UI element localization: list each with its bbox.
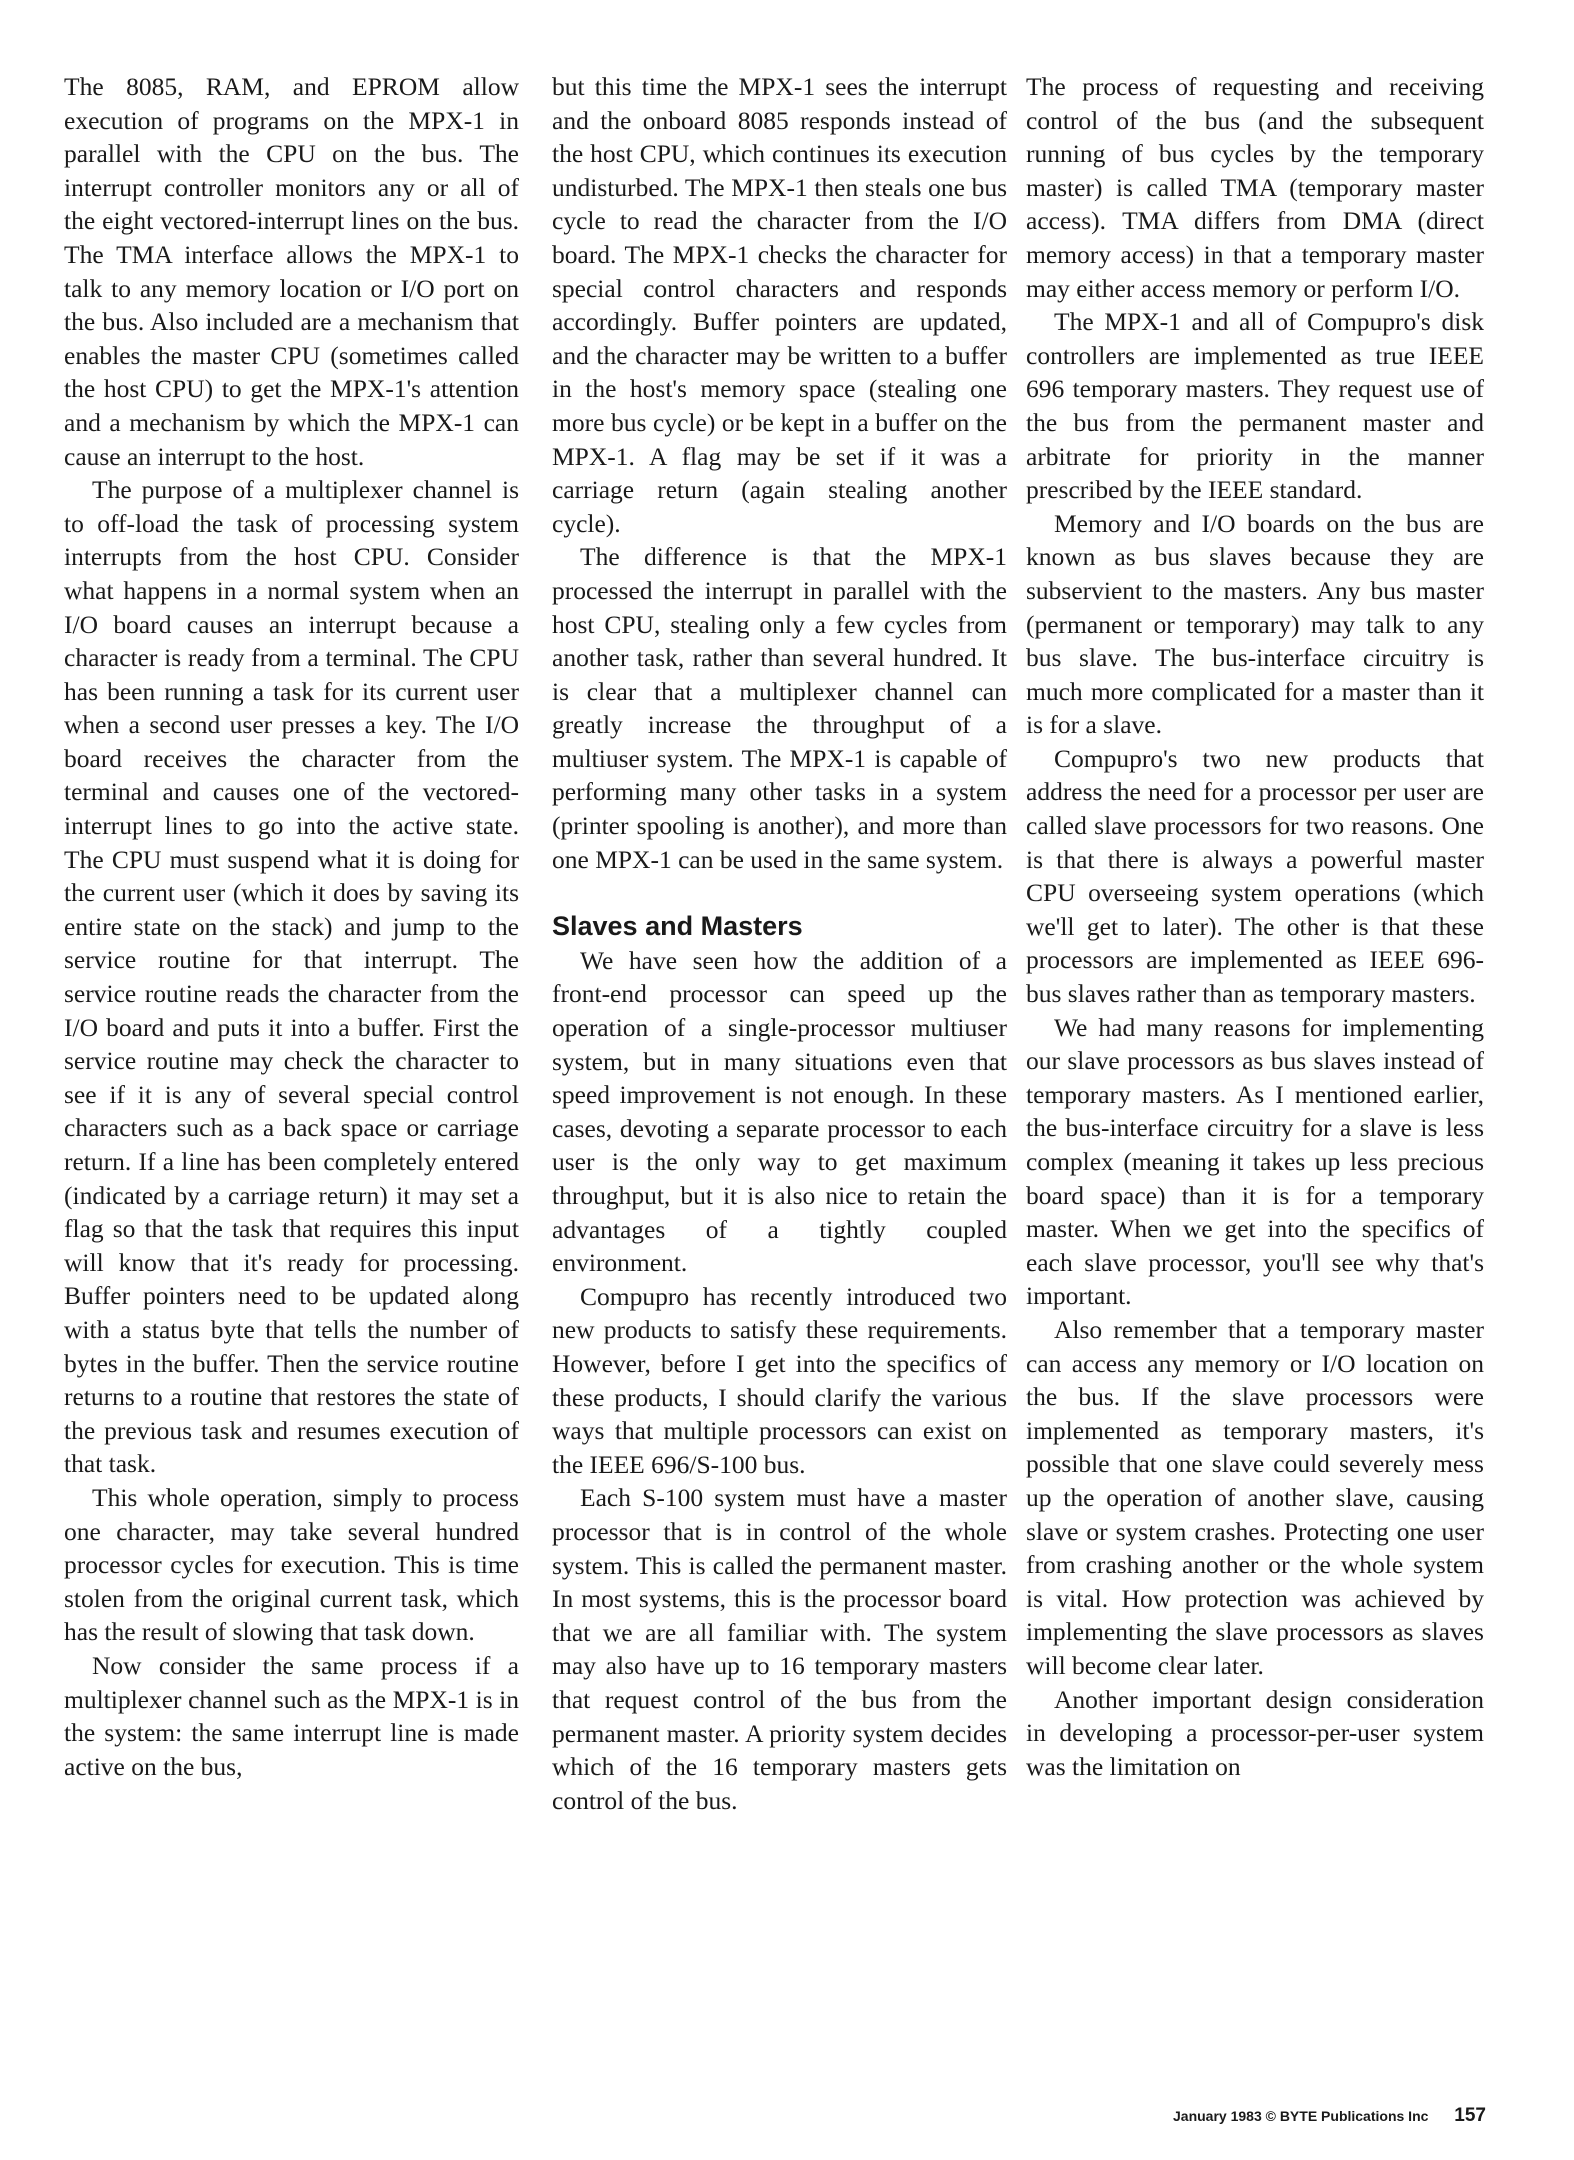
paragraph: The 8085, RAM, and EPROM allow execution of programs on the MPX-1 in parallel with the CPU on the bus. The interrupt controller monitors any or all of the eight vectored-interrupt lines on the bus. The TMA interface allows the MPX-1 to talk to any memory location or I/O port on the bus. Also included are a mechanism that enables the master CPU (sometimes called the host CPU) to get the MPX-1's attention and a mechanism by which the MPX-1 can cause an interrupt to the host.	[64, 72, 519, 471]
paragraph: Each S-100 system must have a master processor that is in control of the whole system. This is called the permanent master. In most systems, this is the processor board that we are all familiar with. The system may also have up to 16 temporary masters that request control of the bus from the permanent master. A priority system decides which of the 16 temporary masters gets control of the bus.	[552, 1483, 1007, 1815]
paragraph: The MPX-1 and all of Compupro's disk controllers are implemented as true IEEE 696 temporary masters. They request use of the bus from the permanent master and arbitrate for priority in the manner prescribed by the IEEE standard.	[1026, 307, 1484, 505]
text-column-3	[1026, 70, 1484, 1783]
paragraph: The process of requesting and receiving control of the bus (and the subsequent running of bus cycles by the temporary master) is called TMA (temporary master access). TMA differs from DMA (direct memory access) in that a temporary master may either access memory or perform I/O.	[1026, 72, 1484, 303]
paragraph: but this time the MPX-1 sees the interrupt and the onboard 8085 responds instead of the host CPU, which continues its execution undisturbed. The MPX-1 then steals one bus cycle to read the character from the I/O board. The MPX-1 checks the character for special control characters and responds accordingly. Buffer pointers are updated, and the character may be written to a buffer in the host's memory space (stealing one more bus cycle) or be kept in a buffer on the MPX-1. A flag may be set if it was a carriage return (again stealing another cycle).	[552, 72, 1007, 538]
section-heading: Slaves and Masters	[552, 911, 803, 942]
paragraph: The difference is that the MPX-1 processed the interrupt in parallel with the host CPU, stealing only a few cycles from another task, rather than several hundred. It is clear that a multiplexer channel can greatly increase the throughput of a multiuser system. The MPX-1 is capable of performing many other tasks in a system (printer spooling is another), and more than one MPX-1 can be used in the same system.	[552, 542, 1007, 874]
publication-credit: January 1983 © BYTE Publications Inc	[1173, 2108, 1429, 2124]
text-column-1	[64, 70, 519, 1783]
paragraph: We had many reasons for implementing our slave processors as bus slaves instead of temporary masters. As I mentioned earlier, the bus-interface circuitry for a slave is less complex (meaning it takes up less precious board space) than it is for a temporary master. When we get into the specifics of each slave processor, you'll see why that's important.	[1026, 1012, 1484, 1311]
paragraph: The purpose of a multiplexer channel is to off-load the task of processing system interrupts from the host CPU. Consider what happens in a normal system when an I/O board causes an interrupt because a character is ready from a terminal. The CPU has been running a task for its current user when a second user presses a key. The I/O board receives the character from the terminal and causes one of the vectored-interrupt lines to go into the active state. The CPU must suspend what it is doing for the current user (which it does by saving its entire state on the stack) and jump to the service routine for that interrupt. The service routine reads the character from the I/O board and puts it into a buffer. First the service routine may check the character to see if it is any of several special control characters such as a back space or carriage return. If a line has been completely entered (indicated by a carriage return) it may set a flag so that the task that requires this input will know that it's ready for processing. Buffer pointers need to be updated along with a status byte that tells the number of bytes in the buffer. Then the service routine returns to a routine that restores the state of the previous task and resumes execution of that task.	[64, 475, 519, 1479]
paragraph: Compupro's two new products that address the need for a processor per user are called slave processors for two reasons. One is that there is always a powerful master CPU overseeing system operations (which we'll get to later). The other is that these processors are implemented as IEEE 696-bus slaves rather than as temporary masters.	[1026, 743, 1484, 1009]
text-column-2	[552, 70, 1007, 1817]
paragraph: This whole operation, simply to process one character, may take several hundred processor cycles for execution. This is time stolen from the original current task, which has the result of slowing that task down.	[64, 1482, 519, 1647]
page-number: 157	[1454, 2105, 1486, 2126]
paragraph: Compupro has recently introduced two new products to satisfy these requirements. However, before I get into the specifics of these products, I should clarify the various ways that multiple processors can exist on the IEEE 696/S-100 bus.	[552, 1281, 1007, 1479]
paragraph: Another important design consideration in developing a processor-per-user system was the limitation on	[1026, 1684, 1484, 1781]
paragraph: Memory and I/O boards on the bus are known as bus slaves because they are subservient to the masters. Any bus master (permanent or temporary) may talk to any bus slave. The bus-interface circuitry is much more complicated for a master than it is for a slave.	[1026, 508, 1484, 740]
paragraph: Also remember that a temporary master can access any memory or I/O location on the bus. If the slave processors were implemented as temporary masters, it's possible that one slave could severely mess up the operation of another slave, causing slave or system crashes. Protecting one user from crashing another or the whole system is vital. How protection was achieved by implementing the slave processors as slaves will become clear later.	[1026, 1314, 1484, 1680]
paragraph: We have seen how the addition of a front-end processor can speed up the operation of a single-processor multiuser system, but in many situations even that speed improvement is not enough. In these cases, devoting a separate processor to each user is the only way to get maximum throughput, but it is also nice to retain the advantages of a tightly coupled environment.	[552, 945, 1007, 1278]
page-footer	[1173, 2105, 1486, 2127]
paragraph: Now consider the same process if a multiplexer channel such as the MPX-1 is in the system: the same interrupt line is made active on the bus,	[64, 1650, 519, 1781]
